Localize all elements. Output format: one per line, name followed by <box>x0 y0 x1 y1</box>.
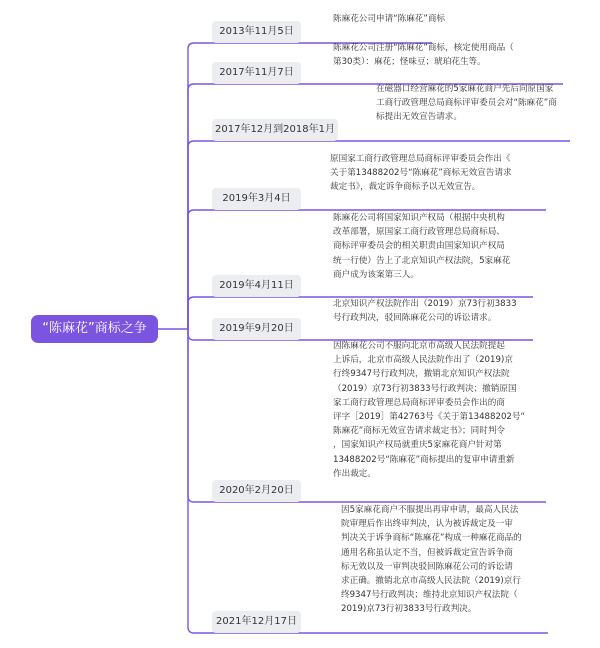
event-date-3[interactable]: 2017年12月到2018年1月 <box>212 119 338 141</box>
event-description-6[interactable]: 北京知识产权法院作出（2019）京73行初3833 号行政判决，驳回陈麻花公司的诉讼请求。 <box>333 299 517 324</box>
event-date-5[interactable]: 2019年4月11日 <box>212 275 301 297</box>
event-description-3[interactable]: 在磁器口经营麻花的5家麻花商户先后向原国家 工商行政管理总局商标评审委员会对“陈麻花”商 标提出无效宣告请求。 <box>376 84 557 123</box>
event-description-7[interactable]: 因陈麻花公司不服向北京市高级人民法院提起 上诉后，北京市高级人民法院作出了（2019)京 行终9347号行政判决，撤销北京知识产权法院 （2019）京73行初3833号行政判决；撤销原国 家工商行政管理总局商标评审委员会作出的商 评字［2019］第42763号《关于第13488202号“ 陈麻花”商标无效宣告请求裁定书》；同时判令 ，国家知识产权局就重庆5家麻花商户针对第 13488202号“陈麻花”商标提出的复审申请重新 作出裁定。 <box>333 341 525 479</box>
event-date-1[interactable]: 2013年11月5日 <box>212 21 301 43</box>
root-topic[interactable]: “陈麻花”商标之争 <box>31 315 158 343</box>
event-description-2[interactable]: 陈麻花公司注册“陈麻花”商标，核定使用商品（ 第30类）：麻花；怪味豆；琥珀花生等。 <box>333 43 514 68</box>
event-description-5[interactable]: 陈麻花公司将国家知识产权局（根据中央机构 改革部署，原国家工商行政管理总局商标局、 商标评审委员会的相关职责由国家知识产权局 统一行使）告上了北京知识产权法院，5家麻花 商户成为该案第三人。 <box>333 213 511 280</box>
event-description-1[interactable]: 陈麻花公司申请“陈麻花”商标 <box>333 14 446 24</box>
event-description-4[interactable]: 原国家工商行政管理总局商标评审委员会作出《 关于第13488202号“陈麻花”商标无效宣告请求 裁定书》，裁定诉争商标予以无效宣告。 <box>330 154 512 193</box>
event-date-6[interactable]: 2019年9月20日 <box>212 318 301 340</box>
event-date-4[interactable]: 2019年3月4日 <box>212 188 301 210</box>
event-description-8[interactable]: 因5家麻花商户不服提出再审申请，最高人民法 院审理后作出终审判决，认为被诉裁定及一审 判决关于诉争商标“陈麻花”构成一种麻花商品的 通用名称虽认定不当，但被诉裁定宣告诉争商 标无效以及一审判决驳回陈麻花公司的诉讼请 求正确。撤销北京市高级人民法院（2019)京行 终9347号行政判决；维持北京知识产权法院（ 2019)京73行初3833号行政判决。 <box>341 505 522 615</box>
event-date-7[interactable]: 2020年2月20日 <box>212 480 301 502</box>
event-date-8[interactable]: 2021年12月17日 <box>212 611 301 633</box>
event-date-2[interactable]: 2017年11月7日 <box>212 62 301 84</box>
